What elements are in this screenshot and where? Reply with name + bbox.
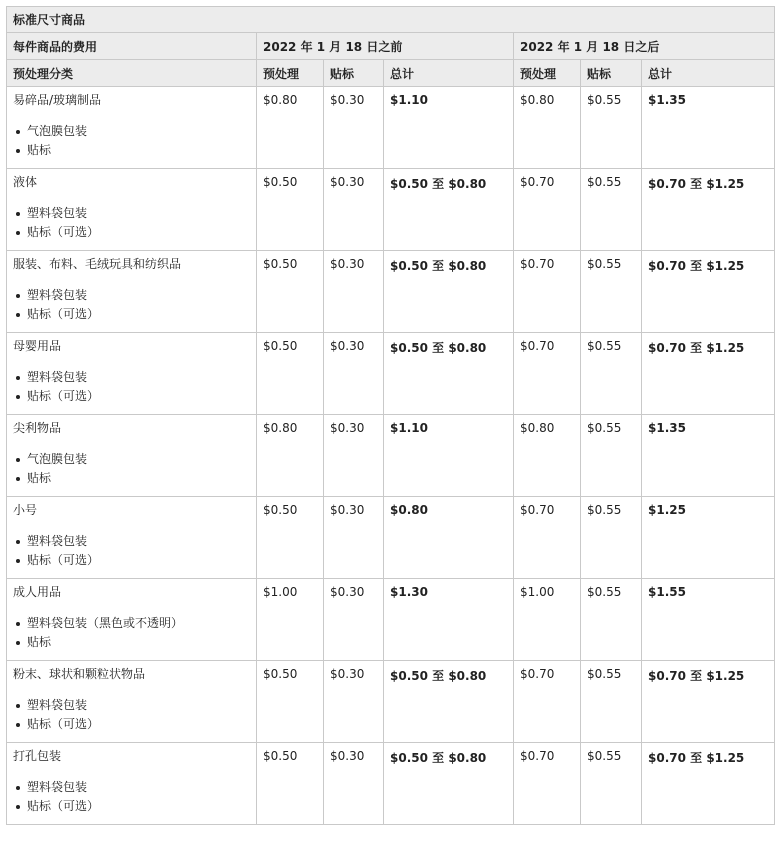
before-label-fee: $0.30: [324, 251, 384, 333]
before-prep-fee: $0.50: [257, 743, 324, 825]
prep-requirement-item: 塑料袋包装: [27, 778, 250, 797]
after-total-fee: $0.70 至 $1.25: [642, 743, 775, 825]
category-name: 易碎品/玻璃制品: [13, 93, 102, 107]
after-label-column-header: 贴标: [581, 60, 642, 87]
prep-requirement-item: 气泡膜包装: [27, 450, 250, 469]
after-total-fee: $1.55: [642, 579, 775, 661]
prep-requirement-item: 气泡膜包装: [27, 122, 250, 141]
before-label-fee: $0.30: [324, 743, 384, 825]
after-label-fee: $0.55: [581, 251, 642, 333]
before-label-fee: $0.30: [324, 661, 384, 743]
fba-prep-fee-table: [6, 6, 775, 825]
before-date-header: 2022 年 1 月 18 日之前: [257, 33, 514, 60]
category-cell: [7, 169, 257, 251]
prep-requirement-item: 贴标: [27, 633, 250, 652]
category-name: 粉末、球状和颗粒状物品: [13, 667, 146, 681]
before-label-fee: $0.30: [324, 415, 384, 497]
before-total-fee: $1.30: [384, 579, 514, 661]
after-label-fee: $0.55: [581, 579, 642, 661]
before-prep-column-header: 预处理: [257, 60, 324, 87]
before-prep-fee: $0.50: [257, 661, 324, 743]
category-column-header: 预处理分类: [7, 60, 257, 87]
before-total-fee: $0.50 至 $0.80: [384, 661, 514, 743]
after-label-fee: $0.55: [581, 415, 642, 497]
fee-per-item-header: 每件商品的费用: [7, 33, 257, 60]
after-date-header: 2022 年 1 月 18 日之后: [514, 33, 775, 60]
before-label-fee: $0.30: [324, 169, 384, 251]
category-name: 液体: [13, 175, 38, 189]
after-prep-fee: $0.70: [514, 743, 581, 825]
table-row: [7, 415, 775, 497]
prep-requirement-item: 贴标（可选）: [27, 305, 250, 324]
prep-requirement-item: 塑料袋包装: [27, 368, 250, 387]
category-name: 成人用品: [13, 585, 62, 599]
prep-requirements-list: [13, 532, 250, 570]
category-cell: [7, 579, 257, 661]
category-name: 打孔包装: [13, 749, 62, 763]
table-title-row: [7, 7, 775, 33]
after-prep-fee: $0.70: [514, 169, 581, 251]
before-total-fee: $1.10: [384, 415, 514, 497]
before-total-fee: $1.10: [384, 87, 514, 169]
before-prep-fee: $0.50: [257, 251, 324, 333]
after-label-fee: $0.55: [581, 169, 642, 251]
category-cell: [7, 415, 257, 497]
prep-requirements-list: [13, 614, 250, 652]
category-cell: [7, 87, 257, 169]
after-total-fee: $1.25: [642, 497, 775, 579]
prep-requirement-item: 贴标（可选）: [27, 797, 250, 816]
before-total-fee: $0.50 至 $0.80: [384, 169, 514, 251]
table-title: 标准尺寸商品: [7, 7, 775, 33]
after-total-fee: $0.70 至 $1.25: [642, 661, 775, 743]
prep-requirement-item: 贴标（可选）: [27, 551, 250, 570]
after-prep-fee: $0.70: [514, 497, 581, 579]
after-label-fee: $0.55: [581, 497, 642, 579]
after-total-fee: $0.70 至 $1.25: [642, 333, 775, 415]
before-prep-fee: $0.50: [257, 169, 324, 251]
category-cell: [7, 333, 257, 415]
prep-requirement-item: 贴标（可选）: [27, 715, 250, 734]
prep-requirements-list: [13, 368, 250, 406]
prep-requirement-item: 塑料袋包装: [27, 204, 250, 223]
after-total-fee: $1.35: [642, 87, 775, 169]
before-total-fee: $0.50 至 $0.80: [384, 251, 514, 333]
prep-requirements-list: [13, 204, 250, 242]
prep-requirement-item: 塑料袋包装: [27, 532, 250, 551]
prep-requirement-item: 贴标: [27, 141, 250, 160]
before-prep-fee: $0.50: [257, 333, 324, 415]
prep-requirements-list: [13, 122, 250, 160]
prep-requirements-list: [13, 450, 250, 488]
before-label-fee: $0.30: [324, 333, 384, 415]
column-header-row: [7, 60, 775, 87]
table-row: [7, 87, 775, 169]
after-label-fee: $0.55: [581, 87, 642, 169]
prep-requirement-item: 塑料袋包装: [27, 696, 250, 715]
after-total-fee: $0.70 至 $1.25: [642, 251, 775, 333]
before-label-fee: $0.30: [324, 497, 384, 579]
prep-requirement-item: 塑料袋包装（黑色或不透明）: [27, 614, 250, 633]
prep-requirement-item: 塑料袋包装: [27, 286, 250, 305]
category-cell: [7, 251, 257, 333]
prep-requirements-list: [13, 696, 250, 734]
after-label-fee: $0.55: [581, 743, 642, 825]
after-prep-fee: $0.70: [514, 251, 581, 333]
category-name: 尖利物品: [13, 421, 62, 435]
fee-table-container: [6, 6, 775, 825]
before-total-fee: $0.80: [384, 497, 514, 579]
after-label-fee: $0.55: [581, 661, 642, 743]
after-prep-fee: $0.70: [514, 661, 581, 743]
category-name: 母婴用品: [13, 339, 62, 353]
after-total-fee: $1.35: [642, 415, 775, 497]
category-cell: [7, 743, 257, 825]
category-name: 小号: [13, 503, 38, 517]
before-prep-fee: $0.50: [257, 497, 324, 579]
table-row: [7, 497, 775, 579]
before-label-fee: $0.30: [324, 87, 384, 169]
prep-requirement-item: 贴标（可选）: [27, 223, 250, 242]
before-total-column-header: 总计: [384, 60, 514, 87]
table-row: [7, 251, 775, 333]
after-total-column-header: 总计: [642, 60, 775, 87]
after-prep-fee: $0.80: [514, 87, 581, 169]
table-row: [7, 169, 775, 251]
after-prep-fee: $0.80: [514, 415, 581, 497]
before-label-column-header: 贴标: [324, 60, 384, 87]
after-label-fee: $0.55: [581, 333, 642, 415]
category-name: 服装、布料、毛绒玩具和纺织品: [13, 257, 182, 271]
before-total-fee: $0.50 至 $0.80: [384, 333, 514, 415]
after-total-fee: $0.70 至 $1.25: [642, 169, 775, 251]
table-row: [7, 661, 775, 743]
after-prep-fee: $1.00: [514, 579, 581, 661]
prep-requirement-item: 贴标（可选）: [27, 387, 250, 406]
before-label-fee: $0.30: [324, 579, 384, 661]
after-prep-column-header: 预处理: [514, 60, 581, 87]
prep-requirements-list: [13, 778, 250, 816]
before-prep-fee: $1.00: [257, 579, 324, 661]
before-total-fee: $0.50 至 $0.80: [384, 743, 514, 825]
category-cell: [7, 661, 257, 743]
table-row: [7, 743, 775, 825]
prep-requirement-item: 贴标: [27, 469, 250, 488]
table-row: [7, 333, 775, 415]
group-header-row: [7, 33, 775, 60]
before-prep-fee: $0.80: [257, 415, 324, 497]
prep-requirements-list: [13, 286, 250, 324]
category-cell: [7, 497, 257, 579]
after-prep-fee: $0.70: [514, 333, 581, 415]
before-prep-fee: $0.80: [257, 87, 324, 169]
table-row: [7, 579, 775, 661]
